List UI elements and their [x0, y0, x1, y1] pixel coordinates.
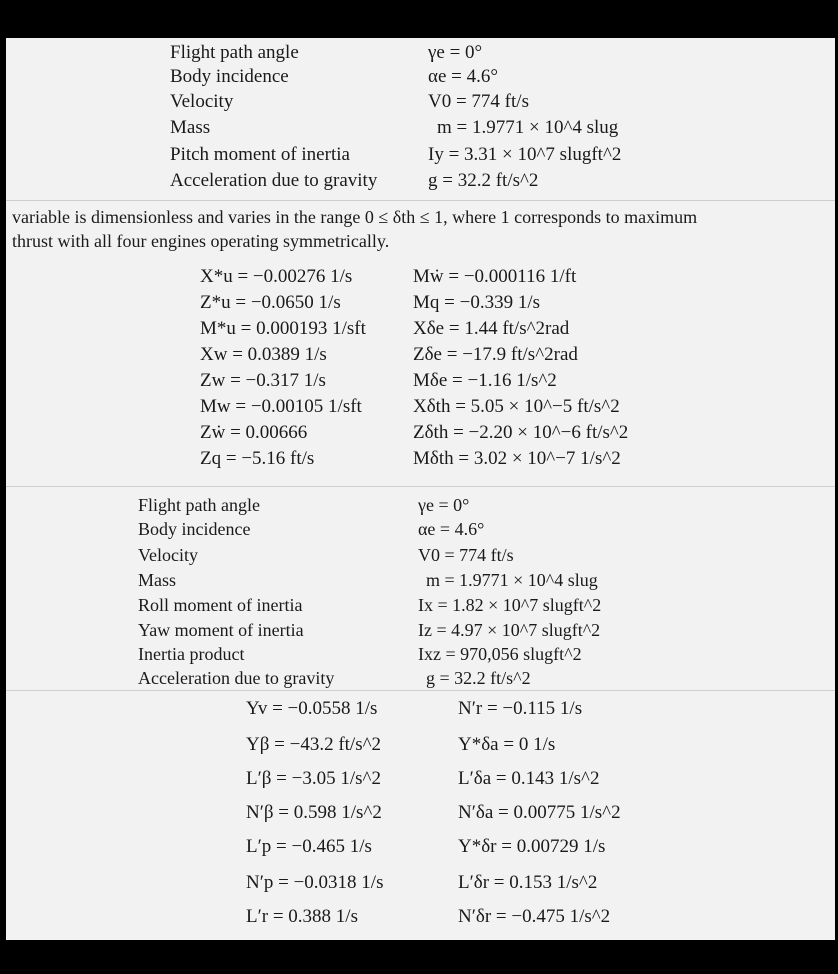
derivative-left: Zẇ = 0.00666 [200, 422, 308, 443]
derivative-left: Yv = −0.0558 1/s [246, 698, 378, 719]
condition-value: Iz = 4.97 × 10^7 slugft^2 [418, 620, 601, 640]
condition-label: Mass [170, 117, 211, 138]
derivative-right: N′δa = 0.00775 1/s^2 [458, 802, 621, 823]
divider [6, 486, 835, 487]
derivative-right: Mq = −0.339 1/s [413, 292, 540, 313]
derivative-left: Yβ = −43.2 ft/s^2 [246, 734, 382, 755]
condition-label: Acceleration due to gravity [170, 170, 378, 191]
condition-label: Yaw moment of inertia [138, 620, 304, 640]
condition-label: Flight path angle [138, 495, 260, 515]
condition-value: Iy = 3.31 × 10^7 slugft^2 [428, 144, 622, 165]
derivative-left: N′p = −0.0318 1/s [246, 872, 384, 893]
condition-label: Acceleration due to gravity [138, 668, 335, 688]
derivative-right: Mδth = 3.02 × 10^−7 1/s^2 [413, 448, 621, 469]
divider [6, 690, 835, 691]
derivative-left: Zq = −5.16 ft/s [200, 448, 315, 469]
condition-value: γe = 0° [428, 42, 483, 63]
condition-label: Velocity [170, 91, 234, 112]
flight-conditions-longitudinal-panel [6, 38, 835, 200]
condition-value: αe = 4.6° [418, 519, 485, 539]
derivative-right: L′δr = 0.153 1/s^2 [458, 872, 598, 893]
derivative-right: N′r = −0.115 1/s [458, 698, 583, 719]
derivative-left: L′β = −3.05 1/s^2 [246, 768, 381, 789]
derivative-right: Zδth = −2.20 × 10^−6 ft/s^2 [413, 422, 629, 443]
condition-value: g = 32.2 ft/s^2 [428, 170, 539, 191]
derivative-right: Y*δa = 0 1/s [458, 734, 556, 755]
condition-value: V0 = 774 ft/s [418, 545, 514, 565]
derivative-right: Xδth = 5.05 × 10^−5 ft/s^2 [413, 396, 620, 417]
condition-value: Ixz = 970,056 slugft^2 [418, 644, 582, 664]
bottom-black-bar [0, 940, 838, 974]
condition-label: Inertia product [138, 644, 245, 664]
derivative-right: L′δa = 0.143 1/s^2 [458, 768, 600, 789]
derivative-left: Mw = −0.00105 1/sft [200, 396, 362, 417]
condition-label: Body incidence [170, 66, 289, 87]
derivative-left: L′r = 0.388 1/s [246, 906, 358, 927]
derivative-right: Mδe = −1.16 1/s^2 [413, 370, 557, 391]
condition-value: g = 32.2 ft/s^2 [426, 668, 531, 688]
derivative-left: Zw = −0.317 1/s [200, 370, 326, 391]
condition-label: Velocity [138, 545, 198, 565]
derivative-right: Xδe = 1.44 ft/s^2rad [413, 318, 570, 339]
paragraph-line: thrust with all four engines operating symmetrically. [12, 231, 390, 251]
body-paragraph [12, 205, 697, 253]
derivative-right: Mẇ = −0.000116 1/ft [413, 266, 577, 287]
lateral-derivatives-panel [6, 690, 835, 940]
derivative-left: Xw = 0.0389 1/s [200, 344, 327, 365]
condition-label: Pitch moment of inertia [170, 144, 350, 165]
derivative-left: N′β = 0.598 1/s^2 [246, 802, 382, 823]
condition-value: Ix = 1.82 × 10^7 slugft^2 [418, 595, 602, 615]
derivative-left: M*u = 0.000193 1/sft [200, 318, 366, 339]
condition-label: Mass [138, 570, 177, 590]
top-black-bar [0, 0, 838, 38]
divider [6, 200, 835, 201]
condition-value: γe = 0° [418, 495, 470, 515]
paragraph-line: variable is dimensionless and varies in the range 0 ≤ δth ≤ 1, where 1 corresponds to maximum [12, 207, 698, 227]
condition-value: V0 = 774 ft/s [428, 91, 529, 112]
derivative-left: X*u = −0.00276 1/s [200, 266, 353, 287]
condition-value: m = 1.9771 × 10^4 slug [426, 570, 598, 590]
derivative-right: N′δr = −0.475 1/s^2 [458, 906, 611, 927]
derivative-right: Zδe = −17.9 ft/s^2rad [413, 344, 578, 365]
derivative-left: Z*u = −0.0650 1/s [200, 292, 341, 313]
condition-label: Flight path angle [170, 42, 299, 63]
condition-label: Roll moment of inertia [138, 595, 303, 615]
derivative-left: L′p = −0.465 1/s [246, 836, 372, 857]
condition-label: Body incidence [138, 519, 251, 539]
condition-value: αe = 4.6° [428, 66, 498, 87]
condition-value: m = 1.9771 × 10^4 slug [437, 117, 619, 138]
derivative-right: Y*δr = 0.00729 1/s [458, 836, 606, 857]
